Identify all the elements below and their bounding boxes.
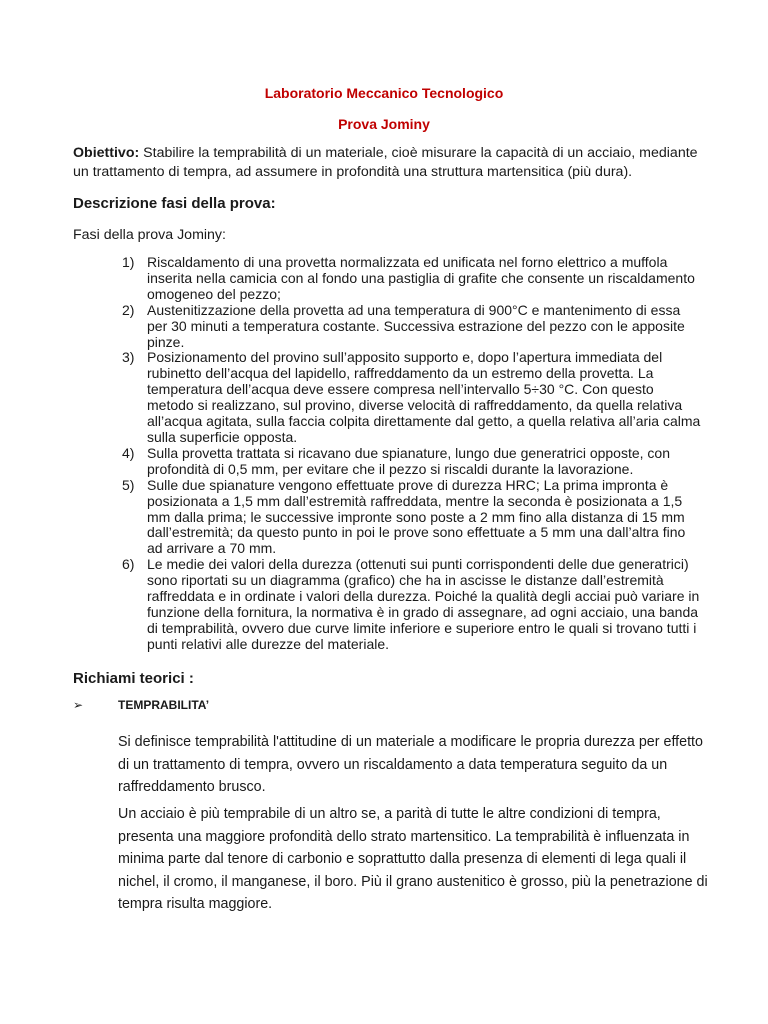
list-item-number: 3) (122, 349, 135, 366)
list-item-number: 4) (122, 444, 135, 461)
list-item-text: Sulle due spianature vengono effettuate prove di durezza HRC; La prima impronta è posizionata a 1,5 mm dall’estremità raffreddata, mentre la seconda è posizionata a 1,5 mm dalla prima; le successive impronte sono poste a 2 mm fino alla distanza di 15 mm dall’estremità; da questo punto in poi le prove sono effettuate a 5 mm una dall’altra fino ad arrivare a 70 mm. (147, 476, 686, 557)
test-title: Prova Jominy (338, 116, 430, 132)
objective-label: Obiettivo: (73, 145, 140, 161)
list-item-number: 6) (122, 556, 135, 573)
theory-heading: Richiami teorici : (73, 670, 194, 687)
list-item (122, 255, 702, 303)
temprabilita-subheading: TEMPRABILITA’ (118, 698, 210, 712)
list-item-number: 5) (122, 476, 135, 493)
lab-title: Laboratorio Meccanico Tecnologico (264, 85, 504, 101)
arrow-bullet-icon: ➢ (73, 698, 84, 712)
phases-intro: Fasi della prova Jominy: (73, 227, 226, 243)
list-item (122, 303, 702, 351)
list-item-number: 2) (122, 301, 135, 318)
list-item-text: Riscaldamento di una provetta normalizzata ed unificata nel forno elettrico a muffola inserita nella camicia con al fondo una pastiglia di grafite che consente un riscaldamento omogeneo del pezzo; (147, 254, 695, 302)
phases-list (122, 255, 702, 653)
list-item (122, 557, 702, 652)
phases-heading: Descrizione fasi della prova: (73, 195, 276, 212)
list-item-text: Sulla provetta trattata si ricavano due spianature, lungo due generatrici opposte, con profondità di 0,5 mm, per evitare che il pezzo si riscaldi durante la lavorazione. (147, 444, 670, 477)
list-item-number: 1) (122, 254, 135, 270)
objective-paragraph (73, 144, 713, 182)
list-item (122, 478, 702, 558)
list-item-text: Austenitizzazione della provetta ad una temperatura di 900°C e mantenimento di essa per 30 minuti a temperatura costante. Successiva estrazione del pezzo con le apposite pinze. (147, 301, 685, 350)
list-item-text: Posizionamento del provino sull’apposito supporto e, dopo l’apertura immediata del rubinetto dell’acqua del lapidello, raffreddamento da un estremo della provetta. La temperatura dell’acqua deve essere compresa nell’intervallo 5÷30 °C. Con questo metodo si realizzano, sul provino, diverse velocità di raffreddamento, da quella relativa all’acqua agitata, sulla faccia colpita direttamente dal getto, a quella relativa all’aria calma sulla superficie opposta. (147, 349, 701, 445)
theory-paragraph-1: Si definisce temprabilità l'attitudine di un materiale a modificare le propria durezza per effetto di un trattamento di tempra, ovvero un riscaldamento a data temperatura seguito da un raffreddamento brusco. (118, 734, 703, 795)
objective-text: Stabilire la temprabilità di un materiale, cioè misurare la capacità di un acciaio, mediante un trattamento di tempra, ad assumere in profondità una struttura martensitica (più dura). (73, 145, 698, 180)
theory-paragraph-2: Un acciaio è più temprabile di un altro se, a parità di tutte le altre condizioni di tempra, presenta una maggiore profondità dello strato martensitico. La temprabilità è influenzata in minima parte dal tenore di carbonio e soprattutto dalla presenza di elementi di lega quali il nichel, il cromo, il manganese, il boro. Più il grano austenitico è grosso, più la penetrazione di tempra risulta maggiore. (118, 806, 708, 912)
list-item-text: Le medie dei valori della durezza (ottenuti sui punti corrispondenti delle due generatrici) sono riportati su un diagramma (grafico) che ha in ascisse le distanze dall’estremità raffreddata e in ordinate i valori della durezza. Poiché la qualità degli acciai può variare in funzione della fornitura, la normativa è in grado di assegnare, ad ogni acciaio, una banda di temprabilità, ovvero due curve limite inferiore e superiore entro le quali si trovano tutti i punti relativi alle durezze del materiale. (147, 556, 700, 652)
list-item (122, 350, 702, 445)
list-item (122, 446, 702, 478)
